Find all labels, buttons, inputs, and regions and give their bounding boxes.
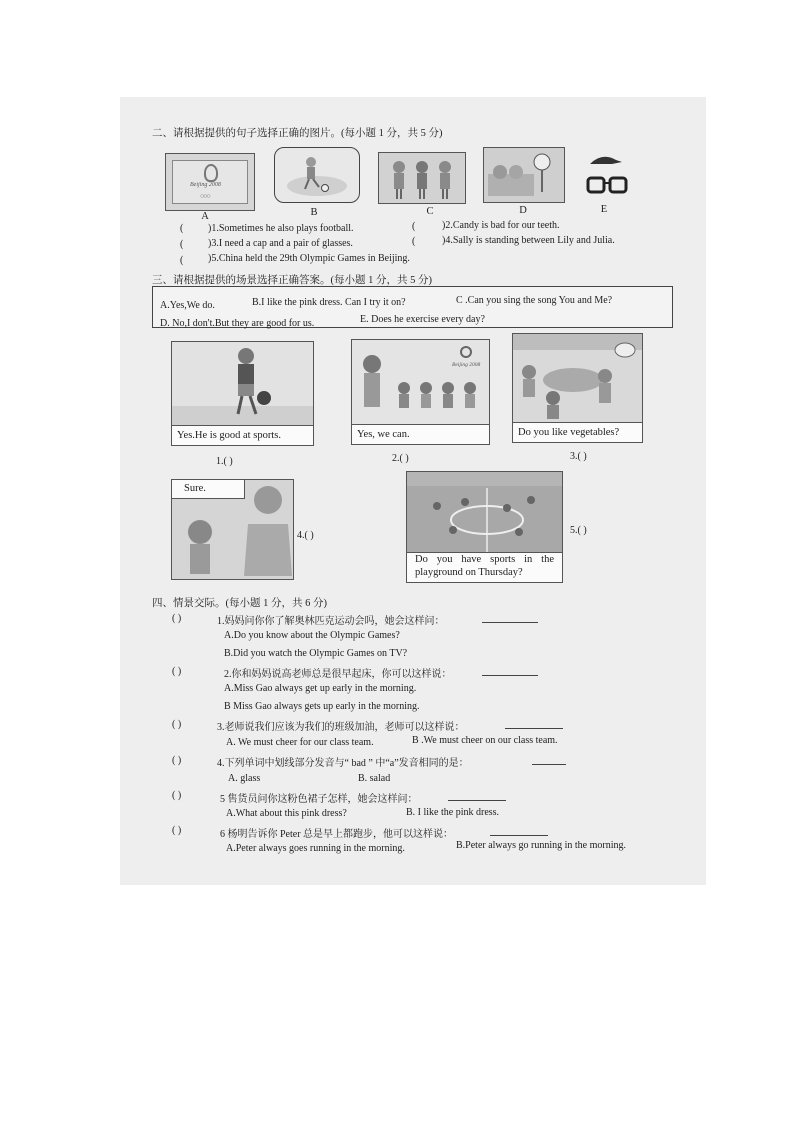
q1-option-a: A.Do you know about the Olympic Games? — [224, 630, 400, 641]
q3-paren: ( ) — [172, 719, 182, 730]
section2-item-5: )5.China held the 29th Olympic Games in Beijing. — [208, 253, 410, 264]
basketball-boy-icon — [172, 342, 313, 426]
picture-d-candy — [483, 147, 565, 203]
item-paren: ( — [412, 236, 416, 247]
scene-2-caption: Yes, we can. — [352, 424, 489, 444]
q6-option-b: B.Peter always go running in the morning. — [456, 840, 626, 851]
answer-2: 2.( ) — [392, 453, 409, 464]
q2-prompt: 2.你和妈妈说高老师总是很早起床，你可以这样说： — [224, 669, 452, 680]
picture-label-b: B — [310, 207, 318, 218]
q4-answer-blank[interactable] — [532, 764, 566, 765]
item-paren: ( — [180, 255, 184, 266]
picture-b-football — [274, 147, 360, 203]
option-e: E. Does he exercise every day? — [360, 314, 485, 325]
section2-item-4: )4.Sally is standing between Lily and Julia. — [442, 235, 615, 246]
scene-1-basketball-boy — [171, 341, 314, 446]
q5-answer-blank[interactable] — [448, 800, 506, 801]
football-player-icon — [275, 148, 359, 202]
q4-option-b: B. salad — [358, 773, 391, 784]
answer-5: 5.( ) — [570, 525, 587, 536]
q1-prompt: 1.妈妈问你你了解奥林匹克运动会吗，她会这样问： — [217, 616, 445, 627]
q2-answer-blank[interactable] — [482, 675, 538, 676]
answer-4: 4.( ) — [297, 530, 314, 541]
q3-answer-blank[interactable] — [505, 728, 563, 729]
q6-option-a: A.Peter always goes running in the morning. — [226, 843, 405, 854]
scene-2-teacher-children — [351, 339, 490, 445]
cap-and-glasses-icon — [582, 150, 632, 198]
q1-paren: ( ) — [172, 613, 182, 624]
option-a: A.Yes,We do. — [160, 300, 215, 311]
q1-option-b: B.Did you watch the Olympic Games on TV? — [224, 648, 408, 659]
playground-sports-icon — [407, 472, 562, 552]
q4-prompt: 4.下列单词中划线部分发音与“ bad ” 中“a”发音相同的是： — [217, 758, 469, 769]
item-paren: ( — [180, 239, 184, 250]
option-d: D. No,I don't.But they are good for us. — [160, 318, 315, 329]
scene-5-playground — [406, 471, 563, 583]
q6-prompt: 6 杨明告诉你 Peter 总是早上都跑步，他可以这样说： — [220, 829, 454, 840]
q5-option-a: A.What about this pink dress? — [226, 808, 347, 819]
q6-answer-blank[interactable] — [490, 835, 548, 836]
picture-label-e: E — [600, 204, 608, 215]
section4-title: 四、情景交际。(每小题 1 分，共 6 分) — [152, 598, 327, 609]
scene-5-caption: Do you have sports in the playground on Thursday? — [415, 554, 554, 578]
q3-option-b: B .We must cheer on our class team. — [412, 735, 558, 746]
picture-e-cap-glasses — [582, 150, 632, 198]
scene-4-caption: Sure. — [172, 480, 245, 499]
q5-prompt: 5 售货员问你这粉色裙子怎样，她会这样问： — [220, 794, 418, 805]
option-b: B.I like the pink dress. Can I try it on? — [252, 297, 406, 308]
item-paren: ( — [180, 223, 184, 234]
picture-label-c: C — [426, 206, 434, 217]
q3-prompt: 3.老师说我们应该为我们的班级加油，老师可以这样说： — [217, 722, 465, 733]
three-girls-icon — [379, 153, 465, 203]
olympic-rings-icon: ○○○ — [200, 192, 210, 200]
section2-item-1: )1.Sometimes he also plays football. — [208, 223, 354, 234]
q2-option-b: B Miss Gao always gets up early in the morning. — [224, 701, 420, 712]
q2-option-a: A.Miss Gao always get up early in the morning. — [224, 683, 417, 694]
picture-label-a: A — [201, 211, 209, 222]
section2-item-3: )3.I need a cap and a pair of glasses. — [208, 238, 353, 249]
scene-3-vegetables — [512, 333, 643, 443]
beijing-2008-logo-text: Beijing 2008 — [452, 362, 481, 368]
q6-paren: ( ) — [172, 825, 182, 836]
q4-paren: ( ) — [172, 755, 182, 766]
q2-paren: ( ) — [172, 666, 182, 677]
picture-a-olympic-flag — [165, 153, 255, 211]
teacher-and-children-icon — [352, 340, 489, 424]
scene-4-pink-dress — [171, 479, 294, 580]
q5-paren: ( ) — [172, 790, 182, 801]
picture-c-three-girls — [378, 152, 466, 204]
answer-3: 3.( ) — [570, 451, 587, 462]
answer-1: 1.( ) — [216, 456, 233, 467]
section3-title: 三、请根据提供的场景选择正确答案。(每小题 1 分，共 5 分) — [152, 275, 432, 286]
scene-1-caption: Yes.He is good at sports. — [172, 425, 313, 445]
item-paren: ( — [412, 221, 416, 232]
beijing-2008-text: Beijing 2008 — [190, 182, 221, 188]
section2-title: 二、请根据提供的句子选择正确的图片。(每小题 1 分，共 5 分) — [152, 128, 443, 139]
q1-answer-blank[interactable] — [482, 622, 538, 623]
children-dining-icon — [513, 334, 642, 422]
section2-item-2: )2.Candy is bad for our teeth. — [442, 220, 560, 231]
option-c: C .Can you sing the song You and Me? — [456, 295, 613, 306]
scene-3-caption: Do you like vegetables? — [513, 422, 642, 442]
candy-teeth-icon — [484, 148, 564, 202]
picture-label-d: D — [519, 205, 527, 216]
q4-option-a: A. glass — [228, 773, 261, 784]
q3-option-a: A. We must cheer for our class team. — [226, 737, 374, 748]
q5-option-b: B. I like the pink dress. — [406, 807, 500, 818]
